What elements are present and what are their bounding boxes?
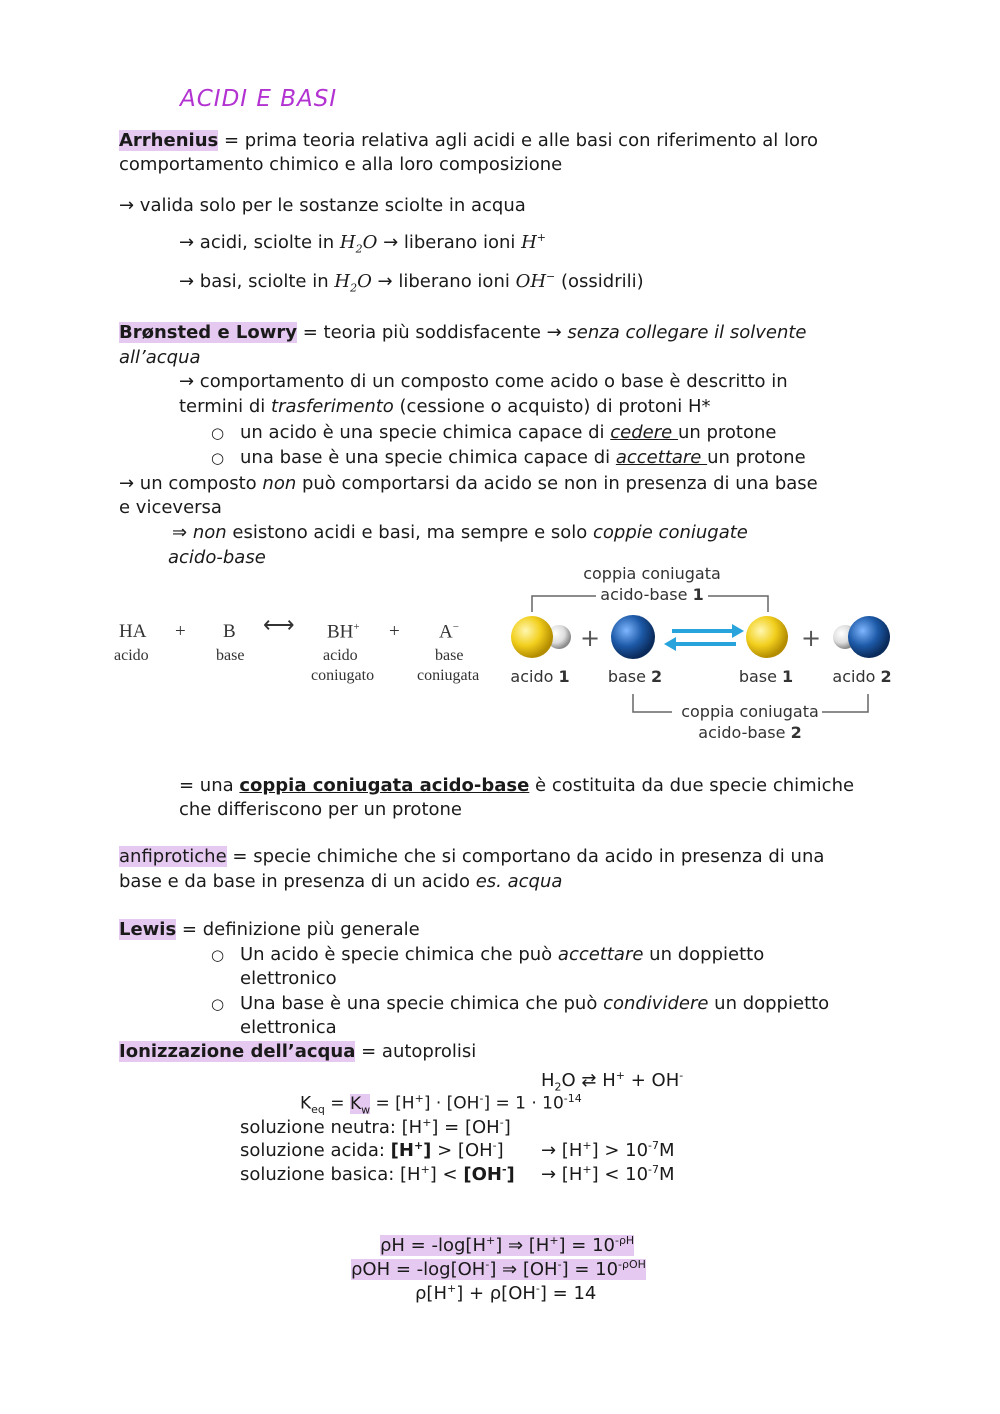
arrhenius-term: Arrhenius xyxy=(119,130,219,151)
arrhenius-line-1 xyxy=(119,129,818,153)
lewis-bullet-1-cont: elettronico xyxy=(240,968,337,989)
poh-formula: ρOH = -log[OH-] ⇒ $[OH^-] = 10^{-\rho OH}$ xyxy=(351,1258,646,1280)
bottom-pair-label-2: acido-base 2 xyxy=(698,723,802,742)
bottom-bracket-left xyxy=(633,694,672,712)
bottom-pair-label-1: coppia coniugata xyxy=(681,702,819,721)
label-base-coniugata-2: coniugata xyxy=(417,667,480,684)
reverse-arrow-head-icon xyxy=(664,637,676,651)
label-base: base xyxy=(216,647,245,664)
bronsted-line-1 xyxy=(119,321,807,345)
bronsted-comp-2: e viceversa xyxy=(119,497,222,518)
acid-2-label: acido 2 xyxy=(832,667,892,686)
solution-acid: soluzione acida: [H+] > [OH-] xyxy=(240,1139,504,1161)
bronsted-bullet-1: un acido è una specie chimica capace di cedere un protone xyxy=(240,422,777,443)
anfiprotiche-line-2: base e da base in presenza di un acido es. acqua xyxy=(119,871,563,892)
ionizzazione-term: Ionizzazione dell’acqua xyxy=(119,1041,356,1062)
bullet-icon: ○ xyxy=(211,449,225,467)
acid-1-label: acido 1 xyxy=(510,667,570,686)
lewis-bullet-1: Un acido è specie chimica che può accettare un doppietto xyxy=(240,944,765,965)
label-base-coniugata-1: base xyxy=(435,647,464,664)
solution-neutral: soluzione neutra: [H+] = [OH-] xyxy=(240,1116,511,1138)
bullet-icon: ○ xyxy=(211,995,225,1013)
page-title: ACIDI E BASI xyxy=(180,86,338,112)
text: = teoria più soddisfacente → xyxy=(297,322,568,343)
conjugate-pair-diagram xyxy=(500,560,900,750)
label-acido: acido xyxy=(114,647,149,664)
bronsted-term: Brønsted e Lowry xyxy=(119,322,298,343)
pair-def-line-1: = una coppia coniugata acido-base è costituita da due specie chimiche xyxy=(179,775,855,796)
acid-2-molecule-icon xyxy=(848,616,890,658)
math-water: $H_2O$ xyxy=(339,232,378,256)
math-water: $H_2O$ xyxy=(334,271,372,295)
label-acido-coniugato-2: coniugato xyxy=(311,667,375,684)
bottom-bracket-right xyxy=(822,694,868,712)
math-oh-ion: OH− xyxy=(515,270,556,292)
base-1-label: base 1 xyxy=(738,667,794,686)
plus-sign: + xyxy=(800,624,822,652)
reaction-plus: + xyxy=(175,621,186,642)
reaction-bh: BH+ xyxy=(327,621,360,643)
text: (ossidrili) xyxy=(555,271,644,292)
arrhenius-valid: → valida solo per le sostanze sciolte in acqua xyxy=(119,195,526,216)
lewis-term: Lewis xyxy=(119,919,177,940)
lewis-bullet-2-cont: elettronica xyxy=(240,1017,337,1038)
bronsted-bullet-2: una base è una specie chimica capace di accettare un protone xyxy=(240,447,806,468)
label-acido-coniugato-1: acido xyxy=(323,647,358,664)
solution-acid-result: → $[H^+] > 10^{-7}M$ xyxy=(541,1139,675,1161)
text: → basi, sciolte in xyxy=(179,271,335,292)
plus-sign: + xyxy=(579,624,601,652)
pair-def-line-2: che differiscono per un protone xyxy=(179,799,462,820)
anfiprotiche-line-1: anfiprotiche = specie chimiche che si comportano da acido in presenza di una xyxy=(119,846,825,867)
arrhenius-def: = prima teoria relativa agli acidi e alle basi con riferimento al loro xyxy=(218,130,819,151)
text: → liberano ioni xyxy=(377,232,522,253)
top-pair-label-2: acido-base 1 xyxy=(600,585,704,604)
ionizzazione-line: Ionizzazione dell’acqua = autoprolisi xyxy=(119,1041,477,1062)
acid-1-molecule-icon xyxy=(511,616,553,658)
equilibrium-arrow-icon: ⟷ xyxy=(263,612,295,637)
water-equilibrium: $H_2O$ ⇄ H+ + OH- xyxy=(541,1069,684,1094)
base-2-label: base 2 xyxy=(607,667,663,686)
math-h-ion: H+ xyxy=(521,231,547,253)
reaction-ha: HA xyxy=(119,621,147,642)
bullet-icon: ○ xyxy=(211,946,225,964)
text: senza collegare il solvente xyxy=(567,322,807,343)
bronsted-desc-1: → comportamento di un composto come acido o base è descritto in xyxy=(179,371,788,392)
arrhenius-acids xyxy=(179,226,546,262)
text: → acidi, sciolte in xyxy=(179,232,340,253)
top-pair-label-1: coppia coniugata xyxy=(583,564,721,583)
top-bracket-left xyxy=(532,596,596,612)
bronsted-conc-2: acido-base xyxy=(168,547,266,568)
arrhenius-line-2: comportamento chimico e alla loro composizione xyxy=(119,154,563,175)
reaction-b: B xyxy=(223,621,236,642)
lewis-line: Lewis = definizione più generale xyxy=(119,919,420,940)
ph-formula: ρH = -log[H+] ⇒ $[H^+] = 10^{-\rho H}$ xyxy=(380,1234,635,1256)
kw-expression: $K_{eq} = K_w = [H^+] \cdot [OH^-] = 1 \cdot 10^{-14}$ xyxy=(300,1092,582,1117)
solution-basic-result: → $[H^+] < 10^{-7}M$ xyxy=(541,1163,675,1185)
base-1-molecule-icon xyxy=(746,616,788,658)
forward-arrow-head-icon xyxy=(732,624,744,638)
bronsted-conc-1: ⇒ non esistono acidi e basi, ma sempre e solo coppie coniugate xyxy=(172,522,748,543)
solution-basic: soluzione basica: [H+] < [OH-] xyxy=(240,1163,515,1185)
reaction-plus: + xyxy=(389,621,400,642)
ph-sum-formula: ρ[H+] + ρ[OH-] = 14 xyxy=(415,1282,597,1304)
top-bracket-right xyxy=(708,596,768,612)
text: → liberano ioni xyxy=(371,271,516,292)
arrhenius-bases xyxy=(179,265,644,301)
bronsted-comp-1: → un composto non può comportarsi da acido se non in presenza di una base xyxy=(119,473,818,494)
base-2-molecule-icon xyxy=(611,615,655,659)
lewis-bullet-2: Una base è una specie chimica che può condividere un doppietto xyxy=(240,993,830,1014)
anfiprotiche-term: anfiprotiche xyxy=(119,846,227,867)
bullet-icon: ○ xyxy=(211,424,225,442)
bronsted-desc-2: termini di trasferimento (cessione o acquisto) di protoni H* xyxy=(179,396,711,417)
bronsted-line-2: all’acqua xyxy=(119,347,201,368)
reaction-a: A− xyxy=(439,621,459,643)
